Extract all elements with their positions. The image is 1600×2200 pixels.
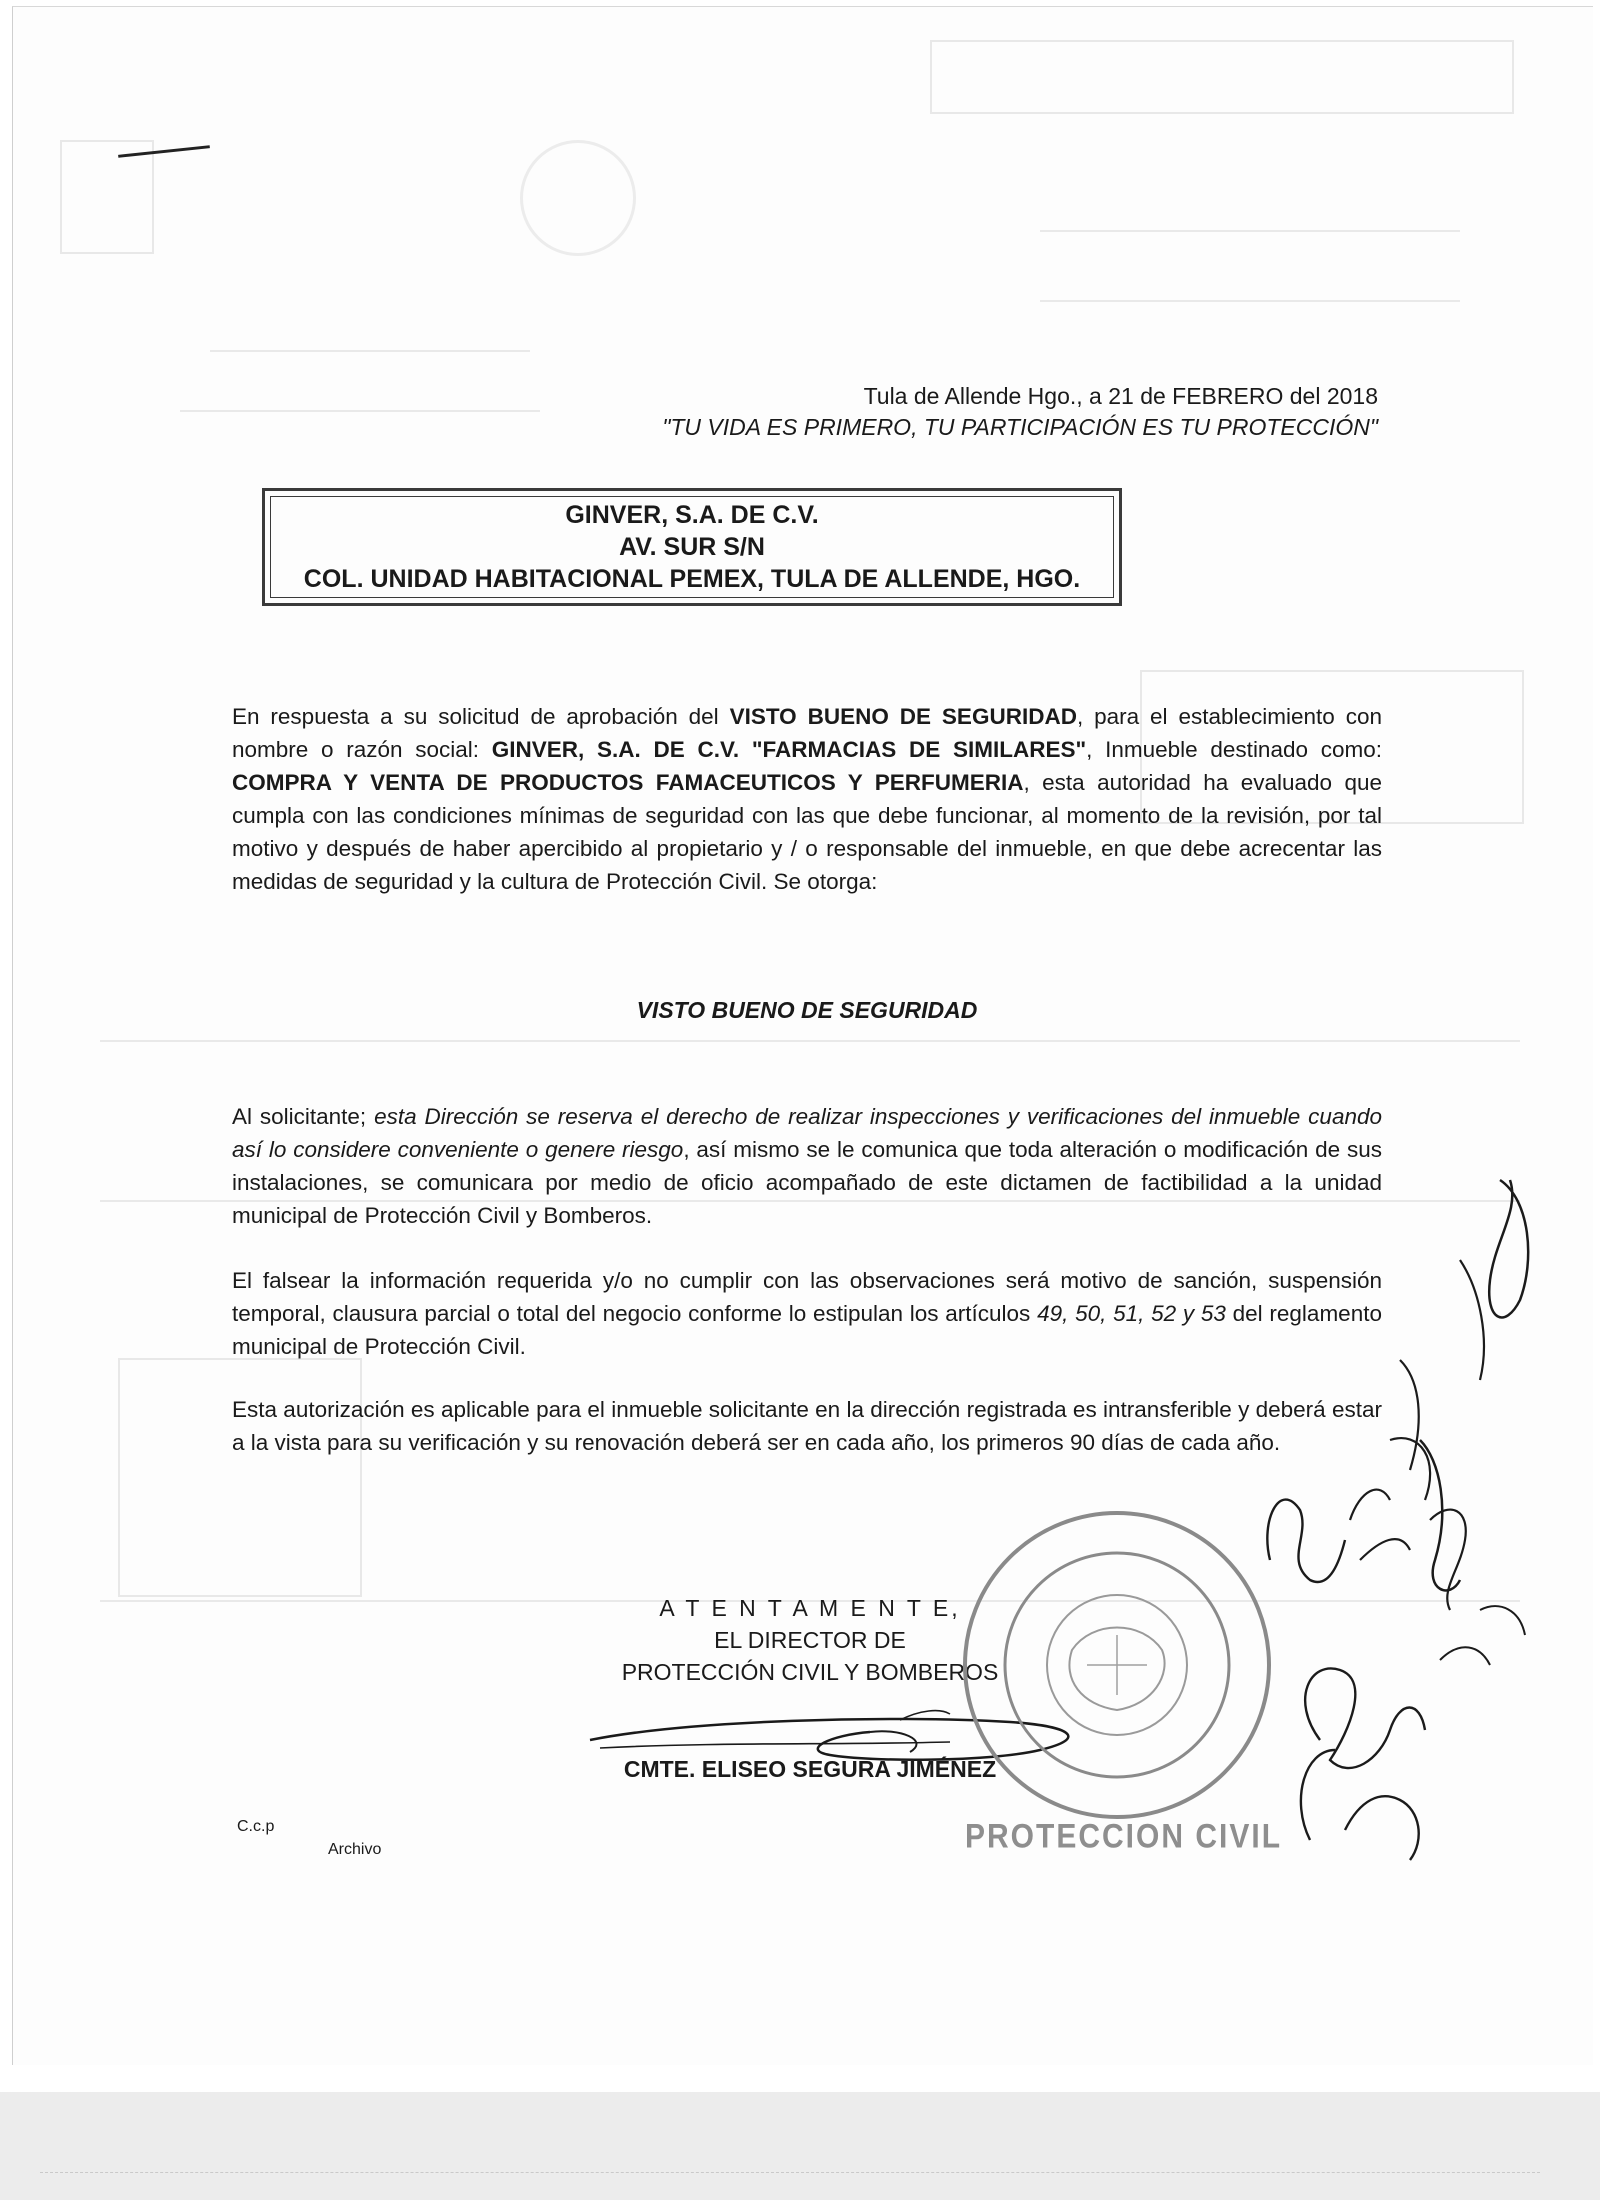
slogan: "TU VIDA ES PRIMERO, TU PARTICIPACIÓN ES TU PROTECCIÓN" [662, 414, 1378, 440]
ccp-label: C.c.p [237, 1818, 275, 1835]
closing-salutation: A T E N T A M E N T E, [659, 1595, 961, 1621]
paragraph-sanctions: El falsear la información requerida y/o no cumplir con las observaciones será motivo de sanción, suspensión temporal, clausura parcial o total del negocio conforme lo estipulan los artículos 49, 50, 51, 52 y 53 del reglamento municipal de Protección Civil. [232, 1268, 1382, 1359]
paragraph-validity: Esta autorización es aplicable para el inmueble solicitante en la dirección registrada es intransferible y deberá estar a la vista para su verificación y su renovación deberá ser en cada año, los primeros 90 días de cada año. [232, 1397, 1382, 1455]
official-seal-stamp-icon [952, 1500, 1282, 1830]
closing-department: PROTECCIÓN CIVIL Y BOMBEROS [621, 1659, 999, 1685]
section-title: VISTO BUENO DE SEGURIDAD [636, 997, 978, 1023]
ccp-archive: Archivo [328, 1841, 382, 1858]
paragraph-request: En respuesta a su solicitud de aprobación del VISTO BUENO DE SEGURIDAD, para el establecimiento con nombre o razón social: GINVER, S.A. DE C.V. "FARMACIAS DE SIMILARES", Inmueble destinado como: COMPRA Y VENTA DE PRODUCTOS FAMACEUTICOS Y PERFUMERIA, esta autoridad ha evaluado que cumpla con las condiciones mínimas de seguridad con las que debe funcionar, al momento de la revisión, por tal motivo y después de haber apercibido al propietario y / o responsable del inmueble, en que debe acrecentar las medidas de seguridad y la cultura de Protección Civil. Se otorga: [232, 704, 1382, 894]
scanner-margin [0, 2092, 1600, 2200]
place-date: Tula de Allende Hgo., a 21 de FEBRERO del 2018 [863, 383, 1378, 409]
stamp-footer: PROTECCION CIVIL [965, 1817, 1283, 1856]
recipient-colony: COL. UNIDAD HABITACIONAL PEMEX, TULA DE ALLENDE, HGO. [303, 565, 1081, 593]
closing-title: EL DIRECTOR DE [714, 1627, 906, 1653]
signatory-name: CMTE. ELISEO SEGURA JIMÉNEZ [623, 1756, 997, 1782]
handwritten-receipt-note-icon [1250, 1140, 1550, 1920]
paragraph-inspections: Al solicitante; esta Dirección se reserva el derecho de realizar inspecciones y verificaciones del inmueble cuando así lo considere conveniente o genere riesgo, así mismo se le comunica que toda alteración o modificación de sus instalaciones, se comunicara por medio de oficio acompañado de este dictamen de factibilidad a la unidad municipal de Protección Civil y Bomberos. [232, 1104, 1383, 1228]
recipient-address-box [262, 488, 1122, 606]
recipient-name: GINVER, S.A. DE C.V. [565, 501, 819, 529]
recipient-street: AV. SUR S/N [619, 533, 765, 561]
